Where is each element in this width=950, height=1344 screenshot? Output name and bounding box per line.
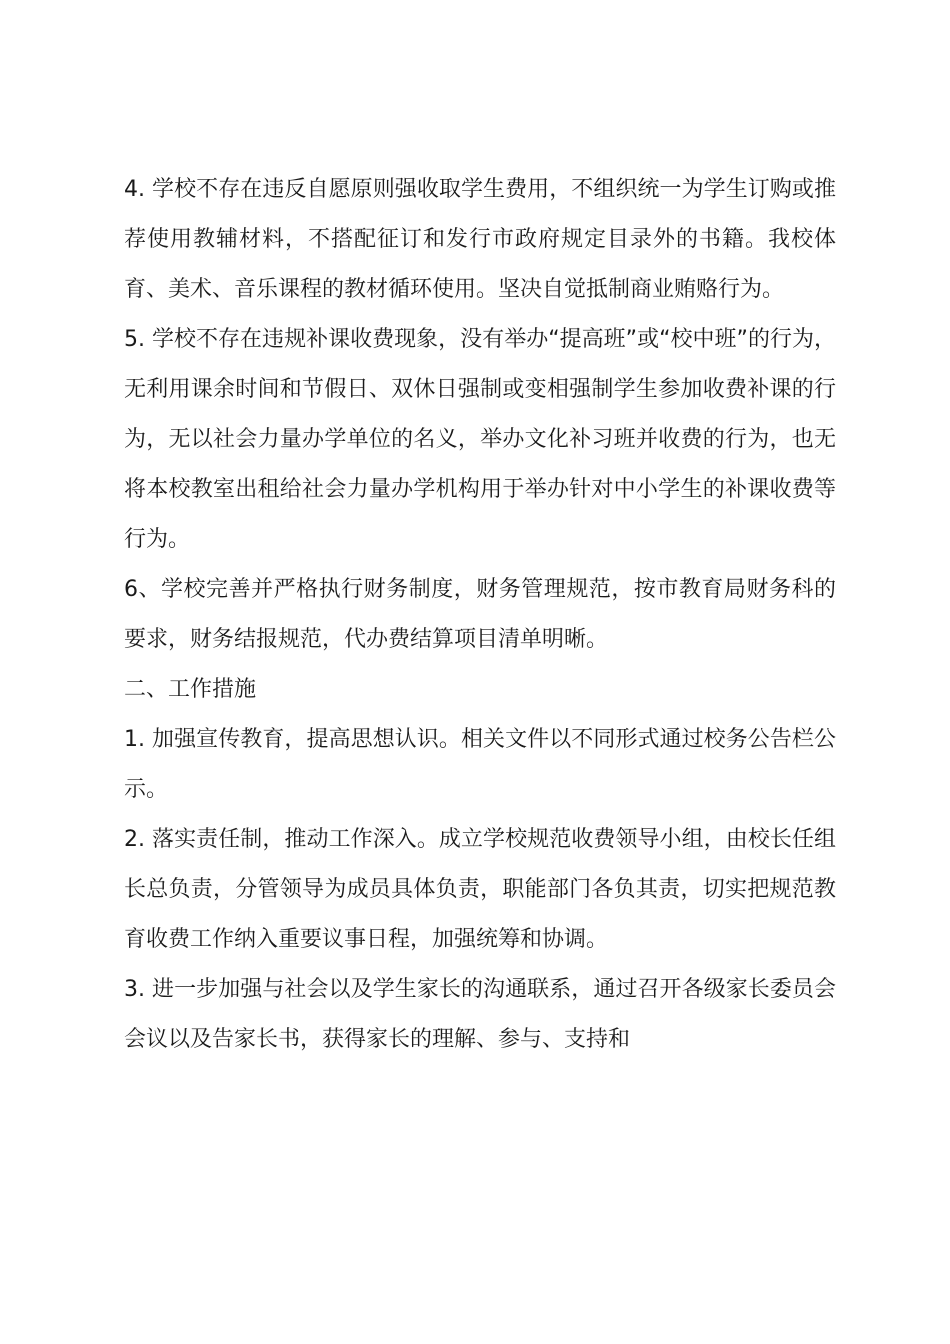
paragraph-measure-3: 3. 进一步加强与社会以及学生家长的沟通联系，通过召开各级家长委员会会议以及告家长书，获得家长的理解、参与、支持和 (124, 977, 836, 1052)
document-body (124, 165, 836, 1065)
section-heading-measures: 二、工作措施 (124, 677, 257, 702)
paragraph-measure-1: 1. 加强宣传教育，提高思想认识。相关文件以不同形式通过校务公告栏公示。 (124, 727, 836, 802)
paragraph-item-6: 6、学校完善并严格执行财务制度，财务管理规范，按市教育局财务科的要求，财务结报规范，代办费结算项目清单明晰。 (124, 577, 836, 652)
paragraph-item-4: 4. 学校不存在违反自愿原则强收取学生费用，不组织统一为学生订购或推荐使用教辅材料，不搭配征订和发行市政府规定目录外的书籍。我校体育、美术、音乐课程的教材循环使用。坚决自觉抵制商业贿赂行为。 (124, 177, 836, 302)
paragraph-item-5: 5. 学校不存在违规补课收费现象，没有举办“提高班”或“校中班”的行为，无利用课余时间和节假日、双休日强制或变相强制学生参加收费补课的行为，无以社会力量办学单位的名义，举办文化补习班并收费的行为，也无将本校教室出租给社会力量办学机构用于举办针对中小学生的补课收费等行为。 (124, 327, 836, 552)
paragraph-measure-2: 2. 落实责任制，推动工作深入。成立学校规范收费领导小组，由校长任组长总负责，分管领导为成员具体负责，职能部门各负其责，切实把规范教育收费工作纳入重要议事日程，加强统筹和协调。 (124, 827, 836, 952)
